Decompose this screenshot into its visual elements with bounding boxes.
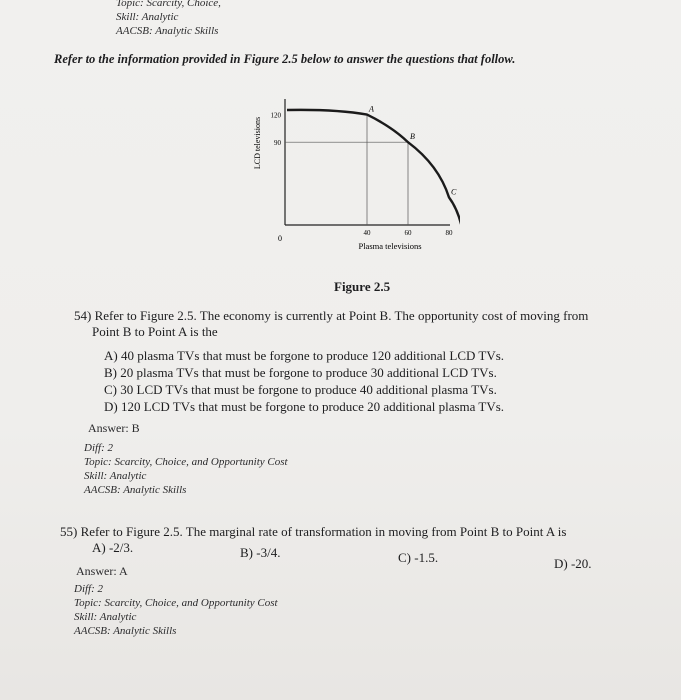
q54-option-d: D) 120 LCD TVs that must be forgone to produce 20 additional plasma TVs. bbox=[104, 399, 505, 414]
point-label-c: C bbox=[451, 187, 457, 197]
x-tick-60: 60 bbox=[404, 229, 412, 237]
q54-line2: Point B to Point A is the bbox=[92, 324, 218, 339]
q55-line1: 55) Refer to Figure 2.5. The marginal rate of transformation in moving from Point B to Point A is bbox=[60, 524, 567, 539]
q54-options bbox=[104, 347, 504, 415]
q55-meta bbox=[74, 582, 278, 638]
q54-topic: Topic: Scarcity, Choice, and Opportunity Cost bbox=[84, 456, 288, 468]
q55-skill: Skill: Analytic bbox=[74, 611, 137, 623]
q54-option-c: C) 30 LCD TVs that must be forgone to produce 40 additional plasma TVs. bbox=[104, 382, 497, 397]
q55-aacsb: AACSB: Analytic Skills bbox=[74, 625, 177, 637]
ppf-figure bbox=[240, 95, 460, 265]
point-label-a: A bbox=[369, 104, 374, 114]
q55-option-a: A) -2/3. bbox=[92, 540, 134, 555]
q54-answer: Answer: B bbox=[88, 421, 140, 435]
q55-answer: Answer: A bbox=[76, 564, 128, 578]
q54-diff: Diff: 2 bbox=[84, 442, 114, 454]
top-meta-skill: Skill: Analytic bbox=[116, 11, 179, 23]
x-tick-40: 40 bbox=[363, 229, 371, 237]
q54-option-a: A) 40 plasma TVs that must be forgone to produce 120 additional LCD TVs. bbox=[104, 348, 505, 363]
q55-topic: Topic: Scarcity, Choice, and Opportunity Cost bbox=[74, 597, 278, 609]
x-tick-80: 80 bbox=[445, 229, 453, 237]
q55-diff: Diff: 2 bbox=[74, 583, 104, 595]
top-meta-topic: Topic: Scarcity, Choice, bbox=[116, 0, 221, 9]
q54-option-b: B) 20 plasma TVs that must be forgone to produce 30 additional LCD TVs. bbox=[104, 365, 497, 380]
origin-label: 0 bbox=[278, 234, 282, 243]
point-label-b: B bbox=[410, 132, 415, 142]
figure-caption: Figure 2.5 bbox=[334, 279, 391, 294]
question-54 bbox=[74, 308, 588, 340]
q54-skill: Skill: Analytic bbox=[84, 470, 147, 482]
y-tick-90: 90 bbox=[274, 139, 281, 148]
y-tick-120: 120 bbox=[270, 111, 281, 120]
q54-line1: 54) Refer to Figure 2.5. The economy is currently at Point B. The opportunity cost of moving from bbox=[74, 308, 589, 323]
guide-lines bbox=[285, 115, 408, 225]
q55-option-d: D) -20. bbox=[554, 556, 592, 571]
top-meta-aacsb: AACSB: Analytic Skills bbox=[116, 25, 219, 37]
top-meta-block bbox=[116, 0, 221, 38]
q54-meta bbox=[84, 441, 288, 497]
instruction-text: Refer to the information provided in Figure 2.5 below to answer the questions that follow. bbox=[54, 52, 516, 66]
x-axis-label: Plasma televisions bbox=[358, 241, 422, 251]
ppf-curve bbox=[287, 110, 460, 225]
q55-option-b: B) -3/4. bbox=[240, 545, 281, 560]
y-axis-label: LCD televisions bbox=[253, 116, 262, 170]
tick-labels bbox=[271, 112, 454, 237]
q55-option-c: C) -1.5. bbox=[398, 550, 439, 565]
q54-aacsb: AACSB: Analytic Skills bbox=[84, 484, 187, 496]
